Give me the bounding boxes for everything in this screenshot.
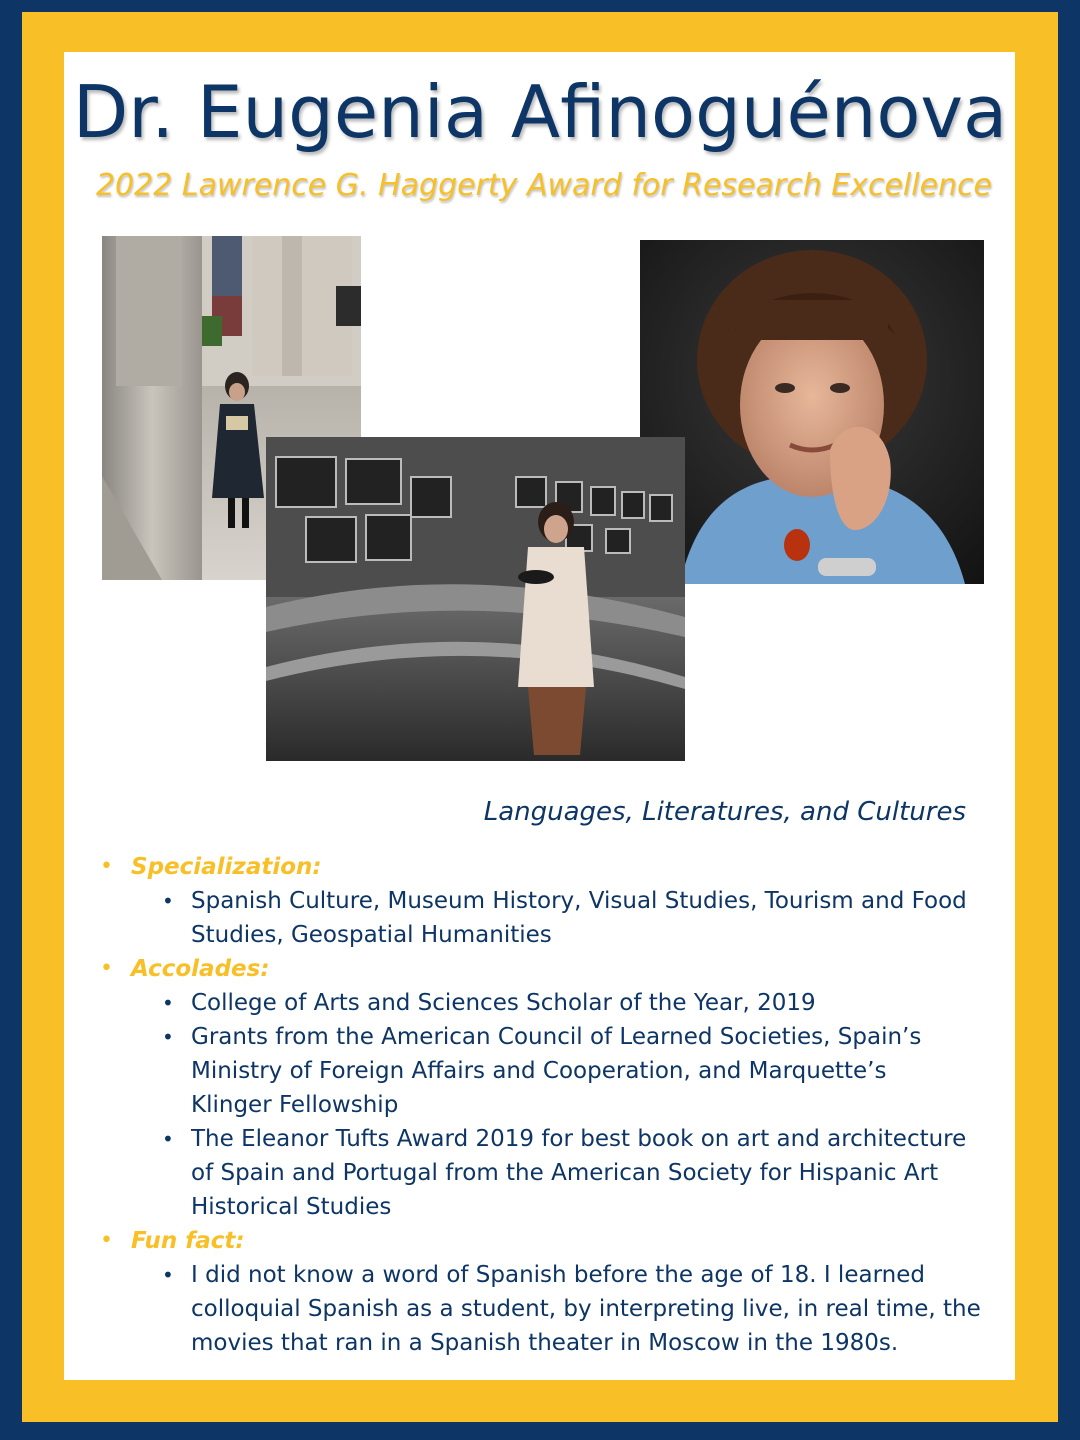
list-item: • Spanish Culture, Museum History, Visual Studies, Tourism and Food Studies, Geospatial Humanities bbox=[100, 884, 980, 952]
section-bullet: • bbox=[100, 854, 113, 879]
section-bullet: • bbox=[100, 1228, 113, 1253]
item-bullet: • bbox=[162, 1263, 174, 1287]
item-bullet: • bbox=[162, 889, 174, 913]
photo-gallery bbox=[266, 437, 685, 761]
list-item: • The Eleanor Tufts Award 2019 for best book on art and architecture of Spain and Portugal from the American Society for Hispanic Art Historical Studies bbox=[100, 1122, 980, 1224]
list-item: • I did not know a word of Spanish before the age of 18. I learned colloquial Spanish as a student, by interpreting live, in real time, the movies that ran in a Spanish theater in Moscow in the 1980s. bbox=[100, 1258, 980, 1360]
section-accolades bbox=[100, 952, 980, 986]
item-bullet: • bbox=[162, 991, 174, 1015]
award-subtitle: 2022 Lawrence G. Haggerty Award for Research Excellence bbox=[95, 168, 993, 203]
section-label: Fun fact: bbox=[131, 1228, 245, 1254]
department-name: Languages, Literatures, and Cultures bbox=[483, 797, 966, 827]
list-item: • College of Arts and Sciences Scholar of the Year, 2019 bbox=[100, 986, 980, 1020]
section-specialization bbox=[100, 850, 980, 884]
section-fun-fact bbox=[100, 1224, 980, 1258]
photo-portrait bbox=[640, 240, 984, 584]
item-bullet: • bbox=[162, 1025, 174, 1049]
bullet-content bbox=[100, 850, 980, 1360]
section-label: Specialization: bbox=[131, 854, 322, 880]
page-title: Dr. Eugenia Afinoguénova bbox=[72, 70, 1008, 154]
section-bullet: • bbox=[100, 956, 113, 981]
section-label: Accolades: bbox=[131, 956, 270, 982]
item-bullet: • bbox=[162, 1127, 174, 1151]
list-item: • Grants from the American Council of Learned Societies, Spain’s Ministry of Foreign Affairs and Cooperation, and Marquette’s Klinger Fellowship bbox=[100, 1020, 980, 1122]
